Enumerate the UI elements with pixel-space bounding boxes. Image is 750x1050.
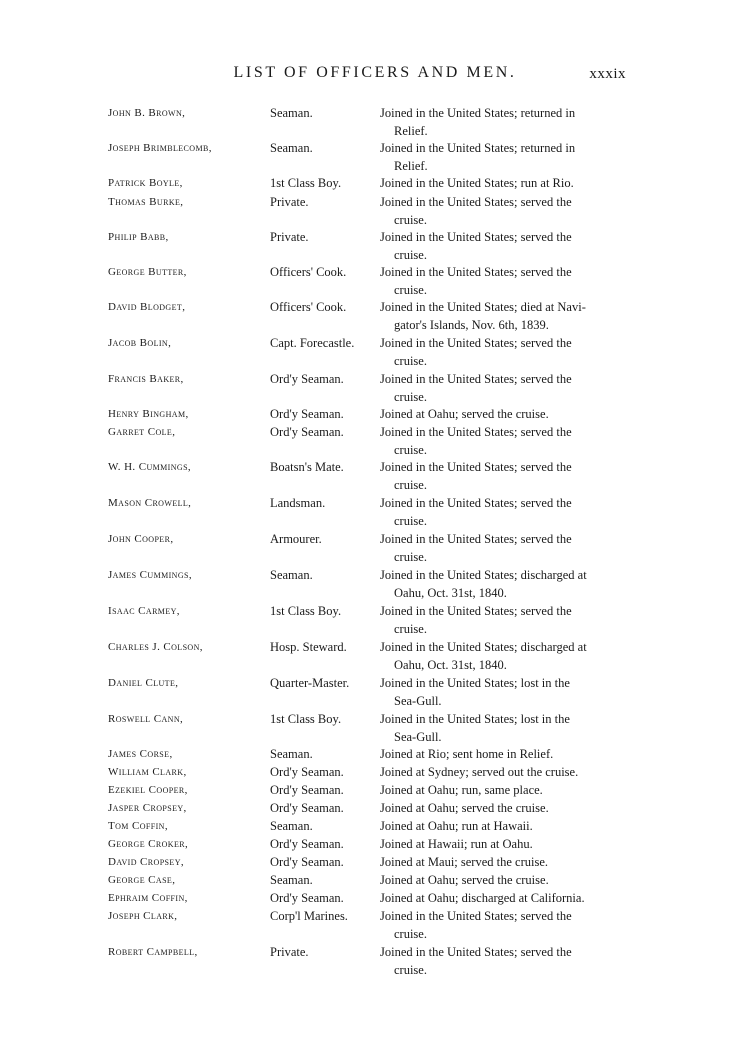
list-item [0, 566, 750, 602]
crew-rank: Quarter-Master. [270, 676, 350, 690]
list-item [0, 710, 750, 745]
crew-rank: Ord'y Seaman. [270, 837, 344, 851]
list-item [0, 799, 750, 817]
crew-note [380, 263, 628, 299]
list-item [0, 530, 750, 566]
crew-note-line2: cruise. [394, 213, 427, 227]
crew-note [380, 193, 628, 229]
crew-note-line1: Joined in the United States; served the [380, 532, 572, 546]
crew-rank: Ord'y Seaman. [270, 801, 344, 815]
crew-rank: Seaman. [270, 106, 313, 120]
crew-note [380, 298, 628, 334]
list-item [0, 871, 750, 889]
list-item [0, 423, 750, 458]
crew-name: James Corse, [108, 748, 173, 760]
crew-rank: Corp'l Marines. [270, 909, 348, 923]
crew-note [380, 228, 628, 264]
crew-note-line1: Joined at Oahu; served the cruise. [380, 801, 549, 815]
crew-note-line1: Joined in the United States; served the [380, 336, 572, 350]
crew-rank: Private. [270, 945, 309, 959]
crew-note-line1: Joined in the United States; served the [380, 604, 572, 618]
crew-name: Isaac Carmey, [108, 605, 180, 617]
crew-name: George Butter, [108, 266, 187, 278]
crew-note [380, 817, 628, 835]
crew-note-line1: Joined in the United States; discharged at [380, 568, 587, 582]
crew-rank: Officers' Cook. [270, 265, 347, 279]
crew-note [380, 781, 628, 799]
list-item [0, 370, 750, 405]
crew-name: Henry Bingham, [108, 408, 189, 420]
crew-note-line2: cruise. [394, 354, 427, 368]
crew-rank: 1st Class Boy. [270, 712, 342, 726]
crew-rank: Ord'y Seaman. [270, 783, 344, 797]
crew-name: Mason Crowell, [108, 497, 192, 509]
crew-rank: Ord'y Seaman. [270, 407, 344, 421]
crew-note-line1: Joined at Oahu; served the cruise. [380, 407, 549, 421]
crew-note [380, 602, 628, 638]
crew-note [380, 458, 628, 494]
crew-note-line1: Joined in the United States; died at Navi- [380, 300, 586, 314]
crew-list [0, 104, 750, 979]
crew-note-line2: cruise. [394, 927, 427, 941]
crew-note [380, 763, 628, 781]
crew-name: Tom Coffin, [108, 820, 168, 832]
crew-note-line1: Joined in the United States; returned in [380, 106, 576, 120]
crew-rank: Seaman. [270, 747, 313, 761]
crew-note [380, 638, 628, 674]
crew-note [380, 799, 628, 817]
crew-rank: 1st Class Boy. [270, 176, 342, 190]
list-item [0, 263, 750, 298]
crew-rank: Ord'y Seaman. [270, 372, 344, 386]
crew-name: Daniel Clute, [108, 677, 179, 689]
crew-note [380, 907, 628, 943]
crew-note-line2: cruise. [394, 622, 427, 636]
crew-rank: Capt. Forecastle. [270, 336, 355, 350]
crew-note-line1: Joined in the United States; served the [380, 909, 572, 923]
list-item [0, 889, 750, 907]
crew-note [380, 139, 628, 175]
list-item [0, 458, 750, 494]
list-item [0, 174, 750, 193]
list-item [0, 104, 750, 139]
crew-note-line2: cruise. [394, 283, 427, 297]
crew-note [380, 370, 628, 406]
list-item [0, 139, 750, 174]
crew-name: John Cooper, [108, 533, 174, 545]
crew-rank: Officers' Cook. [270, 300, 347, 314]
crew-note [380, 853, 628, 871]
crew-name: Charles J. Colson, [108, 641, 203, 653]
crew-name: John B. Brown, [108, 107, 186, 119]
crew-note [380, 710, 628, 746]
running-header [0, 62, 750, 88]
page-title: LIST OF OFFICERS AND MEN. [233, 64, 517, 81]
list-item [0, 228, 750, 263]
crew-note-line2: Sea-Gull. [394, 694, 442, 708]
crew-note [380, 871, 628, 889]
crew-name: Joseph Brimblecomb, [108, 142, 212, 154]
crew-note-line2: cruise. [394, 963, 427, 977]
crew-name: Robert Campbell, [108, 946, 198, 958]
crew-note-line1: Joined at Oahu; served the cruise. [380, 873, 549, 887]
list-item [0, 405, 750, 423]
crew-note-line2: cruise. [394, 514, 427, 528]
crew-note-line1: Joined in the United States; discharged at [380, 640, 587, 654]
crew-note [380, 943, 628, 979]
crew-note [380, 423, 628, 459]
crew-name: George Case, [108, 874, 176, 886]
crew-rank: Seaman. [270, 568, 313, 582]
crew-note-line2: Oahu, Oct. 31st, 1840. [394, 658, 507, 672]
crew-name: W. H. Cummings, [108, 461, 192, 473]
list-item [0, 298, 750, 334]
crew-rank: 1st Class Boy. [270, 604, 342, 618]
crew-name: Jasper Cropsey, [108, 802, 187, 814]
crew-rank: Boatsn's Mate. [270, 460, 344, 474]
crew-rank: Seaman. [270, 141, 313, 155]
list-item [0, 781, 750, 799]
crew-rank: Ord'y Seaman. [270, 425, 344, 439]
list-item [0, 835, 750, 853]
page-number: xxxix [589, 66, 626, 82]
crew-note-line1: Joined at Maui; served the cruise. [380, 855, 549, 869]
crew-note-line2: cruise. [394, 550, 427, 564]
crew-note [380, 494, 628, 530]
list-item [0, 193, 750, 228]
crew-name: Roswell Cann, [108, 713, 184, 725]
crew-note-line1: Joined at Hawaii; run at Oahu. [380, 837, 533, 851]
crew-note-line2: Sea-Gull. [394, 730, 442, 744]
list-item [0, 763, 750, 781]
crew-rank: Seaman. [270, 819, 313, 833]
list-item [0, 943, 750, 979]
crew-name: David Cropsey, [108, 856, 185, 868]
list-item [0, 638, 750, 674]
crew-rank: Armourer. [270, 532, 322, 546]
crew-name: William Clark, [108, 766, 187, 778]
crew-note-line1: Joined in the United States; served the [380, 425, 572, 439]
crew-note-line1: Joined in the United States; served the [380, 460, 572, 474]
crew-note [380, 835, 628, 853]
crew-name: Philip Babb, [108, 231, 169, 243]
list-item [0, 674, 750, 710]
list-item [0, 745, 750, 763]
crew-rank: Ord'y Seaman. [270, 855, 344, 869]
crew-note-line2: gator's Islands, Nov. 6th, 1839. [394, 318, 549, 332]
crew-note-line1: Joined at Sydney; served out the cruise. [380, 765, 579, 779]
crew-name: Thomas Burke, [108, 196, 184, 208]
crew-rank: Ord'y Seaman. [270, 891, 344, 905]
crew-note-line2: cruise. [394, 390, 427, 404]
crew-name: Ezekiel Cooper, [108, 784, 188, 796]
crew-name: James Cummings, [108, 569, 193, 581]
crew-rank: Ord'y Seaman. [270, 765, 344, 779]
crew-name: Garret Cole, [108, 426, 176, 438]
crew-note-line1: Joined at Oahu; discharged at California. [380, 891, 585, 905]
crew-name: Patrick Boyle, [108, 177, 183, 189]
crew-note-line1: Joined in the United States; served the [380, 265, 572, 279]
crew-note [380, 889, 628, 907]
crew-note [380, 405, 628, 423]
crew-rank: Hosp. Steward. [270, 640, 347, 654]
crew-note [380, 174, 628, 192]
crew-note [380, 745, 628, 763]
crew-note-line1: Joined in the United States; served the [380, 496, 572, 510]
crew-note [380, 530, 628, 566]
crew-note-line2: Relief. [394, 124, 428, 138]
crew-note-line1: Joined in the United States; returned in [380, 141, 576, 155]
crew-note-line2: cruise. [394, 443, 427, 457]
crew-name: George Croker, [108, 838, 189, 850]
crew-note-line1: Joined in the United States; run at Rio. [380, 176, 574, 190]
crew-note-line1: Joined in the United States; served the [380, 945, 572, 959]
crew-note [380, 334, 628, 370]
crew-name: Ephraim Coffin, [108, 892, 188, 904]
crew-note-line2: Oahu, Oct. 31st, 1840. [394, 586, 507, 600]
crew-note-line2: cruise. [394, 478, 427, 492]
crew-name: Joseph Clark, [108, 910, 178, 922]
crew-note-line1: Joined at Oahu; run at Hawaii. [380, 819, 533, 833]
crew-rank: Private. [270, 195, 309, 209]
crew-rank: Seaman. [270, 873, 313, 887]
crew-note-line2: cruise. [394, 248, 427, 262]
list-item [0, 602, 750, 638]
crew-name: Jacob Bolin, [108, 337, 172, 349]
crew-note-line1: Joined at Rio; sent home in Relief. [380, 747, 554, 761]
crew-note-line1: Joined in the United States; served the [380, 372, 572, 386]
crew-note-line1: Joined in the United States; lost in the [380, 676, 570, 690]
crew-rank: Landsman. [270, 496, 326, 510]
list-item [0, 817, 750, 835]
crew-note [380, 566, 628, 602]
list-item [0, 853, 750, 871]
crew-name: David Blodget, [108, 301, 186, 313]
crew-note-line1: Joined in the United States; lost in the [380, 712, 570, 726]
crew-name: Francis Baker, [108, 373, 184, 385]
crew-note-line1: Joined in the United States; served the [380, 195, 572, 209]
list-item [0, 494, 750, 530]
crew-note-line1: Joined at Oahu; run, same place. [380, 783, 543, 797]
list-item [0, 907, 750, 943]
crew-note [380, 674, 628, 710]
crew-note-line2: Relief. [394, 159, 428, 173]
crew-rank: Private. [270, 230, 309, 244]
crew-note [380, 104, 628, 140]
crew-note-line1: Joined in the United States; served the [380, 230, 572, 244]
list-item [0, 334, 750, 370]
